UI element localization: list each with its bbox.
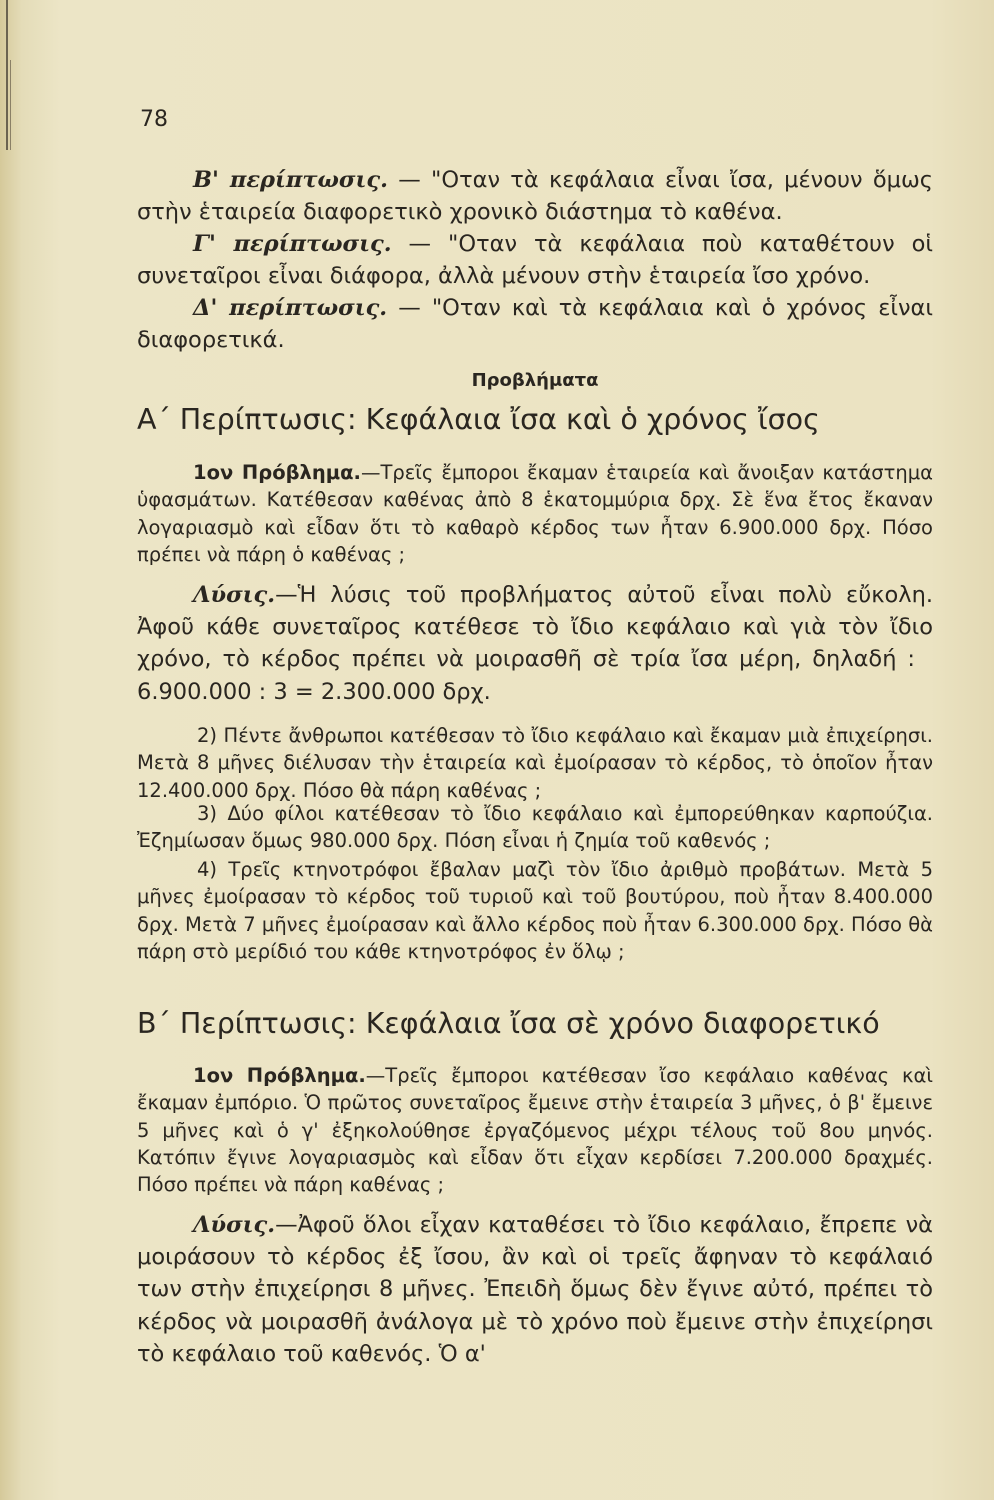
binding-edge	[6, 0, 8, 150]
binding-edge-inner	[10, 60, 11, 150]
case-d-definition	[137, 292, 933, 356]
section-b-problem-1	[137, 1062, 933, 1198]
section-a-solution-formula: 6.900.000 : 3 = 2.300.000 δρχ.	[137, 678, 491, 705]
section-b-problem-1-label: 1ον Πρόβλημα.	[193, 1064, 366, 1087]
section-b-solution	[137, 1209, 933, 1370]
case-d-text: — "Οταν καὶ τὰ κεφάλαια καὶ ὁ χρόνος εἶναι διαφορετικά.	[137, 295, 934, 354]
case-g-text: — "Οταν τὰ κεφάλαια ποὺ καταθέτουν οἱ συνεταῖροι εἶναι διάφορα, ἀλλὰ μένουν στὴν ἑταιρεία ἴσο χρόνο.	[137, 231, 933, 290]
section-b-solution-text: —Ἀφοῦ ὅλοι εἶχαν καταθέσει τὸ ἴδιο κεφάλαιο, ἔπρεπε νὰ μοιράσουν τὸ κέρδος ἐξ ἴσου, ἂν καὶ οἱ τρεῖς ἄφηναν τὸ κεφάλαιό των στὴν ἐπιχείρησι 8 μῆνες. Ἐπειδὴ ὅμως δὲν ἔγινε αὐτό, πρέπει τὸ κέρδος νὰ μοιρασθῆ ἀνάλογα μὲ τὸ χρόνο ποὺ ἔμεινε στὴν ἐπιχείρησι τὸ κεφάλαιο τοῦ καθενός. Ὁ α'	[137, 1212, 933, 1367]
case-d-label: Δ' περίπτωσις.	[193, 295, 388, 321]
section-a-solution-label: Λύσις.	[193, 582, 276, 608]
case-g-label: Γ' περίπτωσις.	[193, 231, 392, 257]
section-a-heading: Α΄ Περίπτωσις: Κεφάλαια ἴσα καὶ ὁ χρόνος ἴσος	[137, 403, 820, 436]
section-b-solution-label: Λύσις.	[193, 1212, 276, 1238]
page-number: 78	[140, 107, 168, 132]
section-a-problem-1-text: —Τρεῖς ἔμποροι ἔκαμαν ἑταιρεία καὶ ἄνοιξαν κατάστημα ὑφασμάτων. Κατέθεσαν καθένας ἀπὸ 8 ἑκατομμύρια δρχ. Σὲ ἕνα ἔτος ἔκαναν λογαριασμὸ καὶ εἶδαν ὅτι τὸ καθαρὸ κέρδος των ἦταν 6.900.000 δρχ. Πόσο πρέπει νὰ πάρη ὁ καθένας ;	[137, 461, 933, 566]
case-b-definition	[137, 164, 933, 228]
problems-title: Προβλήματα	[471, 370, 599, 391]
case-b-text: — "Οταν τὰ κεφάλαια εἶναι ἴσα, μένουν ὅμως στὴν ἑταιρεία διαφορετικὸ χρονικὸ διάστημα τὸ καθένα.	[137, 167, 933, 226]
section-a-problem-1	[137, 459, 933, 568]
section-a-problem-3: 3) Δύο φίλοι κατέθεσαν τὸ ἴδιο κεφάλαιο καὶ ἐμπορεύθηκαν καρπούζια. Ἐζημίωσαν ὅμως 980.000 δρχ. Πόση εἶναι ἡ ζημία τοῦ καθενός ;	[137, 802, 933, 853]
case-b-label: Β' περίπτωσις.	[193, 167, 388, 193]
section-a-problem-2: 2) Πέντε ἄνθρωποι κατέθεσαν τὸ ἴδιο κεφάλαιο καὶ ἔκαμαν μιὰ ἐπιχείρησι. Μετὰ 8 μῆνες διέλυσαν τὴν ἑταιρεία καὶ ἐμοίρασαν τὸ κέρδος, τὸ ὁποῖον ἦταν 12.400.000 δρχ. Πόσο θὰ πάρη καθένας ;	[137, 724, 933, 802]
section-a-problem-1-label: 1ον Πρόβλημα.	[193, 461, 361, 484]
section-b-heading: Β΄ Περίπτωσις: Κεφάλαια ἴσα σὲ χρόνο διαφορετικό	[137, 1007, 880, 1040]
section-a-solution-text: —Ἡ λύσις τοῦ προβλήματος αὐτοῦ εἶναι πολὺ εὔκολη. Ἀφοῦ κάθε συνεταῖρος κατέθεσε τὸ ἴδιο κεφάλαιο καὶ γιὰ τὸν ἴδιο χρόνο, τὸ κέρδος πρέπει νὰ μοιρασθῆ σὲ τρία ἴσα μέρη, δηλαδή :	[137, 582, 933, 673]
case-g-definition	[137, 228, 933, 292]
section-b-problem-1-text: —Τρεῖς ἔμποροι κατέθεσαν ἴσο κεφάλαιο καθένας καὶ ἔκαμαν ἐμπόριο. Ὁ πρῶτος συνεταῖρος ἔμεινε στὴν ἑταιρεία 3 μῆνες, ὁ β' ἔμεινε 5 μῆνες καὶ ὁ γ' ἐξηκολούθησε ἐργαζόμενος μέχρι τέλους τοῦ 8ου μηνός. Κατόπιν ἔγινε λογαριασμὸς καὶ εἶδαν ὅτι εἶχαν κερδίσει 7.200.000 δραχμές. Πόσο πρέπει νὰ πάρη καθένας ;	[137, 1064, 933, 1197]
section-a-problem-4: 4) Τρεῖς κτηνοτρόφοι ἔβαλαν μαζὶ τὸν ἴδιο ἀριθμὸ προβάτων. Μετὰ 5 μῆνες ἐμοίρασαν τὸ κέρδος τοῦ τυριοῦ καὶ τοῦ βουτύρου, ποὺ ἦταν 8.400.000 δρχ. Μετὰ 7 μῆνες ἐμοίρασαν καὶ ἄλλο κέρδος ποὺ ἦταν 6.300.000 δρχ. Πόσο θὰ πάρη στὸ μερίδιό του κάθε κτηνοτρόφος ἐν ὅλῳ ;	[137, 858, 933, 963]
section-a-solution	[137, 579, 933, 708]
